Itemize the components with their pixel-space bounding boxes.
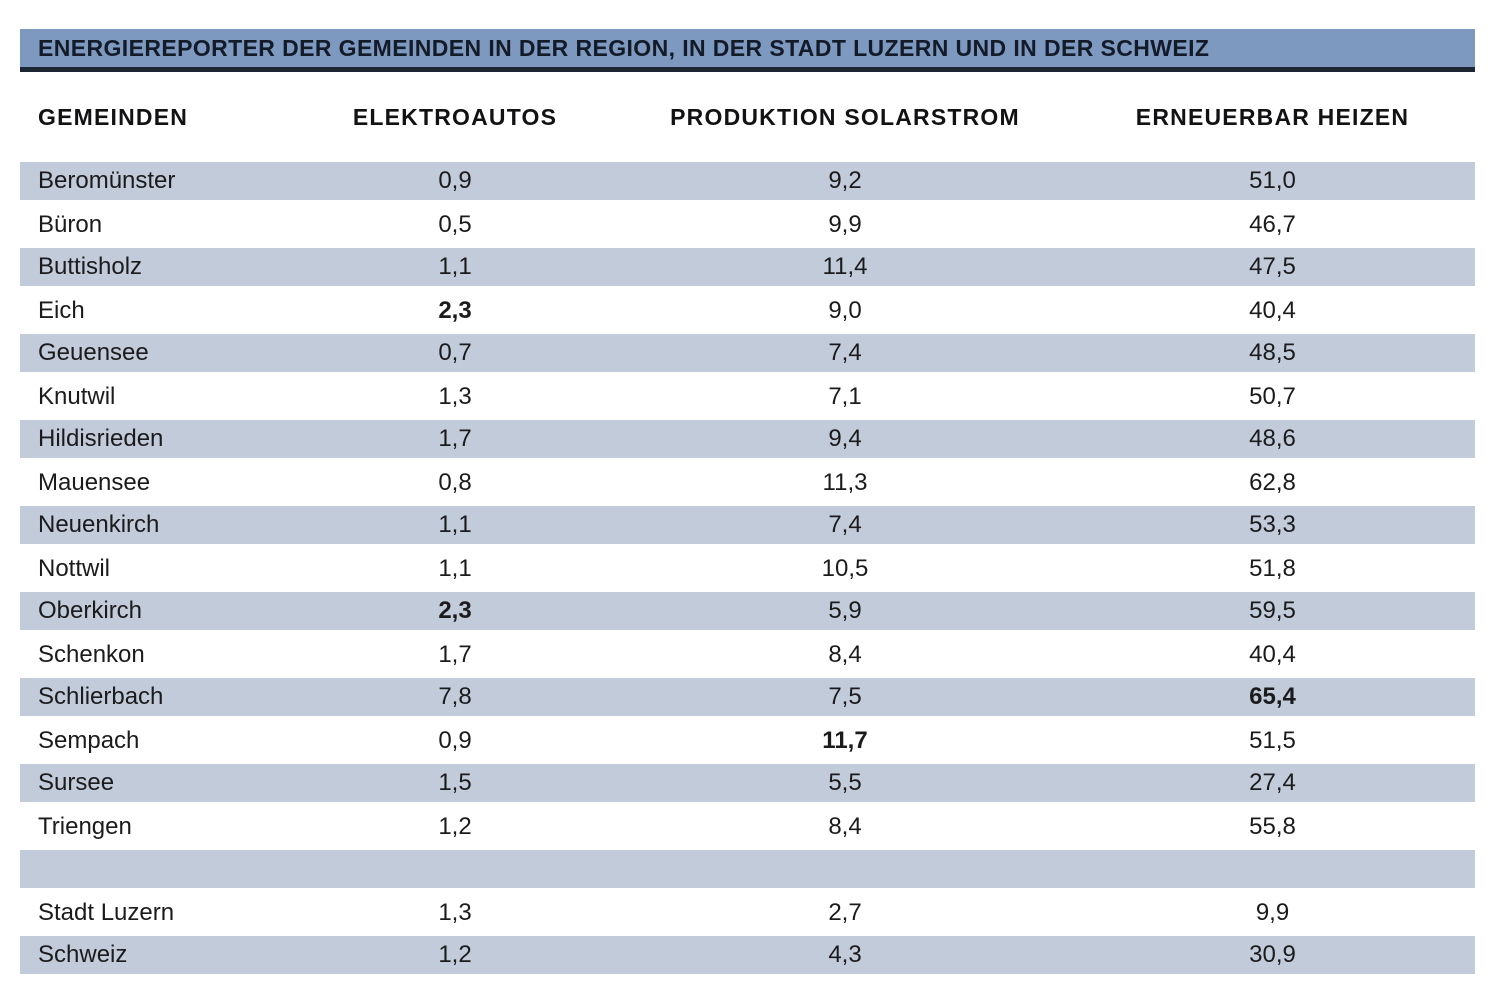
- table-row: [20, 332, 1475, 375]
- cell-solarstrom: 11,7: [822, 726, 868, 754]
- cell-gemeinde: Beromünster: [38, 167, 176, 194]
- cell-solarstrom: 9,4: [828, 425, 862, 452]
- cell-solarstrom: 10,5: [821, 554, 869, 582]
- cell-heizen: 48,5: [1249, 339, 1296, 366]
- cell-elektroautos: 0,8: [438, 468, 472, 496]
- report-title: ENERGIEREPORTER DER GEMEINDEN IN DER REGION, IN DER STADT LUZERN UND IN DER SCHWEIZ: [38, 34, 1210, 61]
- table-row: [20, 246, 1475, 289]
- cell-heizen: 47,5: [1249, 253, 1296, 280]
- cell-solarstrom: 8,4: [828, 640, 862, 668]
- table-row: [20, 590, 1475, 633]
- table-row: [20, 805, 1475, 848]
- cell-solarstrom: 9,0: [828, 296, 862, 324]
- cell-elektroautos: 1,5: [438, 769, 472, 796]
- cell-gemeinde: Schenkon: [38, 640, 145, 668]
- table-row: [20, 633, 1475, 676]
- cell-solarstrom: 9,9: [828, 210, 862, 238]
- cell-gemeinde: Buttisholz: [38, 253, 143, 280]
- cell-heizen: 46,7: [1249, 210, 1296, 238]
- table-row: [20, 504, 1475, 547]
- column-header-row: [20, 94, 1475, 140]
- cell-elektroautos: 0,5: [438, 210, 472, 238]
- cell-elektroautos: 1,2: [438, 812, 472, 840]
- cell-elektroautos: 0,9: [438, 167, 472, 194]
- cell-gemeinde: Schweiz: [38, 941, 128, 968]
- cell-gemeinde: Geuensee: [38, 339, 149, 366]
- cell-gemeinde: Hildisrieden: [38, 425, 164, 452]
- cell-heizen: 53,3: [1249, 511, 1296, 538]
- cell-heizen: 40,4: [1249, 640, 1296, 668]
- cell-elektroautos: 2,3: [438, 597, 472, 624]
- cell-elektroautos: 1,7: [438, 425, 472, 452]
- cell-solarstrom: 8,4: [828, 812, 862, 840]
- cell-heizen: 48,6: [1249, 425, 1296, 452]
- cell-gemeinde: Oberkirch: [38, 597, 143, 624]
- cell-gemeinde: Neuenkirch: [38, 511, 160, 538]
- column-header-solarstrom: PRODUKTION SOLARSTROM: [670, 103, 1020, 130]
- cell-elektroautos: 1,3: [438, 898, 472, 926]
- cell-elektroautos: 1,2: [438, 941, 472, 968]
- column-header-elektroautos: ELEKTROAUTOS: [352, 103, 558, 130]
- cell-elektroautos: 0,9: [438, 726, 472, 754]
- cell-gemeinde: Schlierbach: [38, 683, 164, 710]
- spacer-row: [20, 848, 1475, 891]
- table-row: [20, 160, 1475, 203]
- table-row: [20, 375, 1475, 418]
- cell-gemeinde: Sempach: [38, 726, 140, 754]
- cell-heizen: 55,8: [1249, 812, 1296, 840]
- cell-elektroautos: 7,8: [438, 683, 472, 710]
- table-row: [20, 289, 1475, 332]
- cell-heizen: 51,0: [1249, 167, 1296, 194]
- column-header-heizen: ERNEUERBAR HEIZEN: [1135, 103, 1410, 130]
- cell-gemeinde: Knutwil: [38, 382, 116, 410]
- cell-elektroautos: 1,3: [438, 382, 472, 410]
- table-row: [20, 547, 1475, 590]
- cell-elektroautos: 1,1: [438, 511, 472, 538]
- table-row: [20, 934, 1475, 977]
- cell-gemeinde: Mauensee: [38, 468, 151, 496]
- cell-heizen: 30,9: [1249, 941, 1296, 968]
- energy-report-table: [20, 29, 1475, 977]
- table-row: [20, 891, 1475, 934]
- cell-heizen: 40,4: [1249, 296, 1296, 324]
- cell-gemeinde: Sursee: [38, 769, 115, 796]
- cell-gemeinde: Eich: [38, 296, 85, 324]
- cell-solarstrom: 2,7: [828, 898, 862, 926]
- cell-heizen: 50,7: [1249, 382, 1296, 410]
- cell-solarstrom: 9,2: [828, 167, 862, 194]
- cell-gemeinde: Triengen: [38, 812, 132, 840]
- cell-solarstrom: 5,5: [828, 769, 862, 796]
- column-header-gemeinden: GEMEINDEN: [38, 103, 189, 130]
- cell-solarstrom: 11,4: [822, 253, 868, 280]
- cell-gemeinde: Stadt Luzern: [38, 898, 175, 926]
- cell-solarstrom: 7,4: [828, 511, 862, 538]
- cell-solarstrom: 7,4: [828, 339, 862, 366]
- cell-elektroautos: 1,1: [438, 253, 472, 280]
- cell-heizen: 51,8: [1249, 554, 1296, 582]
- cell-elektroautos: 2,3: [438, 296, 472, 324]
- cell-heizen: 9,9: [1255, 898, 1290, 926]
- table-row: [20, 203, 1475, 246]
- cell-heizen: 65,4: [1249, 683, 1296, 710]
- cell-gemeinde: Büron: [38, 210, 103, 238]
- cell-solarstrom: 7,1: [828, 382, 862, 410]
- cell-solarstrom: 5,9: [828, 597, 862, 624]
- table-row: [20, 762, 1475, 805]
- cell-elektroautos: 1,7: [438, 640, 472, 668]
- cell-gemeinde: Nottwil: [38, 554, 111, 582]
- table-body: [20, 160, 1475, 977]
- table-row: [20, 418, 1475, 461]
- table-row: [20, 719, 1475, 762]
- table-row: [20, 461, 1475, 504]
- table-row: [20, 676, 1475, 719]
- report-title-bar: [20, 29, 1475, 72]
- cell-heizen: 27,4: [1249, 769, 1296, 796]
- cell-solarstrom: 7,5: [828, 683, 862, 710]
- cell-solarstrom: 4,3: [828, 941, 862, 968]
- cell-heizen: 62,8: [1249, 468, 1296, 496]
- cell-elektroautos: 0,7: [438, 339, 472, 366]
- cell-elektroautos: 1,1: [438, 554, 472, 582]
- cell-heizen: 51,5: [1249, 726, 1296, 754]
- cell-solarstrom: 11,3: [822, 468, 868, 496]
- cell-heizen: 59,5: [1249, 597, 1296, 624]
